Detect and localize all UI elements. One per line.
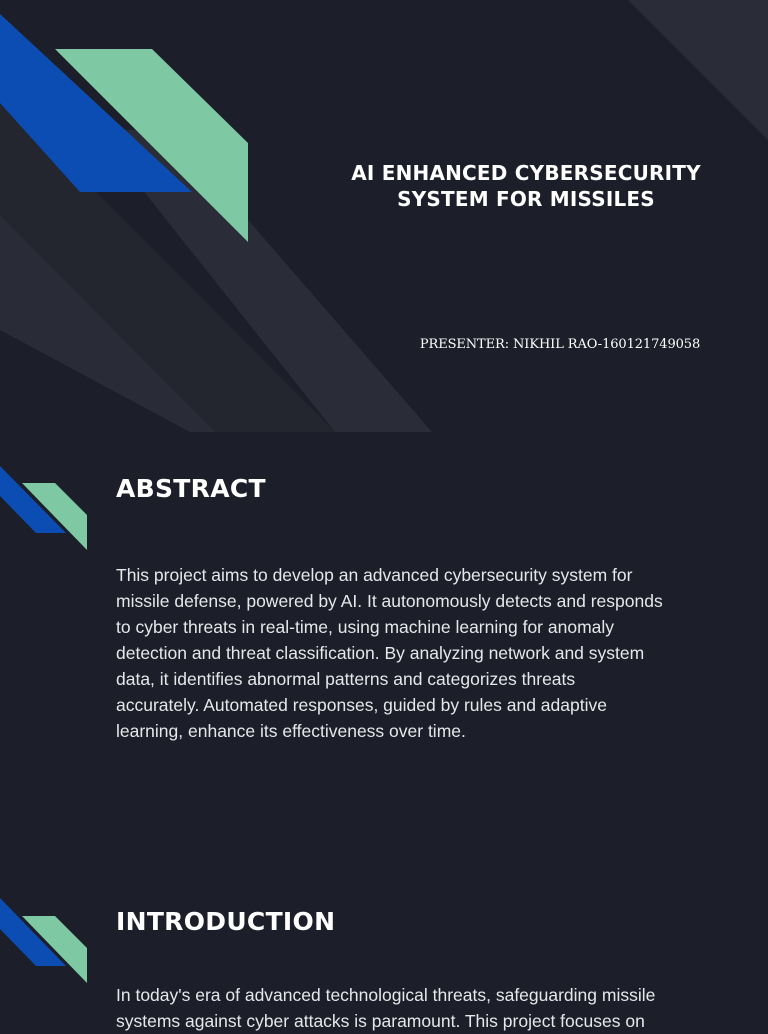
- paragraph-line: missile defense, powered by AI. It autonomously detects and responds: [116, 591, 663, 611]
- abstract-paragraph: [116, 562, 706, 744]
- introduction-heading: INTRODUCTION: [116, 907, 336, 936]
- dark-band-shape: [628, 0, 768, 140]
- slide-title-line: AI ENHANCED CYBERSECURITY: [351, 161, 701, 185]
- presenter-credit: PRESENTER: NIKHIL RAO-160121749058: [419, 337, 701, 352]
- introduction-paragraph: [116, 982, 706, 1034]
- paragraph-line: learning, enhance its effectiveness over time.: [116, 721, 466, 741]
- paragraph-line: detection and threat classification. By analyzing network and system: [116, 643, 645, 663]
- paragraph-line: to cyber threats in real-time, using machine learning for anomaly: [116, 617, 615, 637]
- paragraph-line: accurately. Automated responses, guided by rules and adaptive: [116, 695, 607, 715]
- slide-title: [326, 160, 726, 212]
- paragraph-line: data, it identifies abnormal patterns and categorizes threats: [116, 669, 576, 689]
- slide-title-line: SYSTEM FOR MISSILES: [397, 187, 655, 211]
- paragraph-line: This project aims to develop an advanced cybersecurity system for: [116, 565, 633, 585]
- paragraph-line: In today's era of advanced technological threats, safeguarding missile: [116, 985, 656, 1005]
- abstract-heading: ABSTRACT: [116, 474, 266, 503]
- paragraph-line: systems against cyber attacks is paramount. This project focuses on: [116, 1011, 645, 1031]
